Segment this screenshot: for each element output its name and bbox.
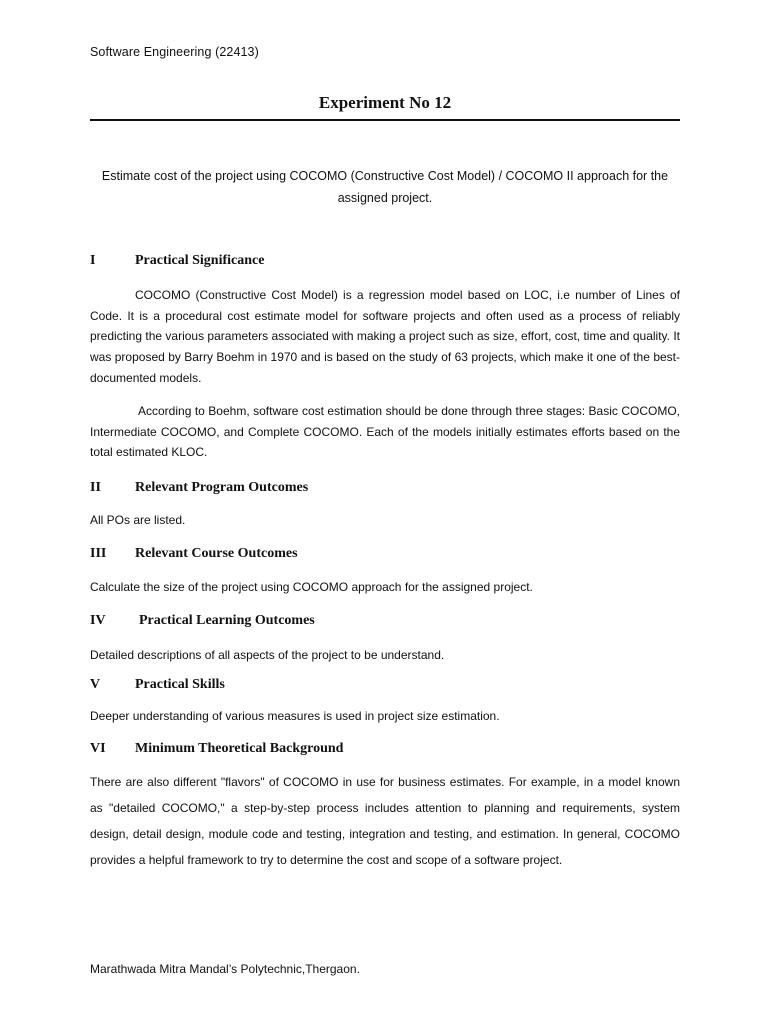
section-program-outcomes: [90, 480, 680, 500]
section-theoretical-background: [90, 741, 680, 761]
experiment-aim: Estimate cost of the project using COCOMO (Constructive Cost Model) / COCOMO II approach for the assigned project.: [101, 169, 669, 205]
paragraph: Detailed descriptions of all aspects of the project to be understand.: [90, 648, 445, 662]
section-heading: [90, 546, 680, 566]
section-practical-significance: [90, 253, 680, 273]
paragraph: Calculate the size of the project using COCOMO approach for the assigned project.: [90, 580, 533, 594]
section-number: IV: [90, 613, 106, 628]
page-footer: Marathwada Mitra Mandal’s Polytechnic,Thergaon.: [90, 962, 360, 976]
paragraph: Deeper understanding of various measures is used in project size estimation.: [90, 709, 500, 723]
section-heading: [90, 253, 680, 273]
section-title: Practical Significance: [135, 253, 265, 268]
section-learning-outcomes: [90, 613, 680, 633]
section-heading: [90, 677, 680, 697]
page-header: Software Engineering (22413): [90, 45, 259, 59]
paragraph: COCOMO (Constructive Cost Model) is a regression model based on LOC, i.e number of Lines of Code. It is a procedural cost estimate model for software projects and often used as a process of reliably predicting the various parameters associated with making a project such as size, effort, cost, time and quality. It was proposed by Barry Boehm in 1970 and is based on the study of 63 projects, which make it one of the best-documented models.: [90, 288, 680, 385]
section-number: VI: [90, 741, 106, 756]
paragraph: According to Boehm, software cost estimation should be done through three stages: Basic COCOMO, Intermediate COCOMO, and Complete COCOMO. Each of the models initially estimates efforts based on the total estimated KLOC.: [90, 404, 680, 460]
section-number: II: [90, 480, 101, 495]
section-title: Minimum Theoretical Background: [135, 741, 344, 756]
section-heading: [90, 613, 680, 633]
paragraph: There are also different "flavors" of COCOMO in use for business estimates. For example, in a model known as "detailed COCOMO," a step-by-step process includes attention to planning and requirements, system design, detail design, module code and testing, integration and testing, and estimation. In general, COCOMO provides a helpful framework to try to determine the cost and scope of a software project.: [90, 775, 680, 867]
section-heading: [90, 741, 680, 761]
section-title: Relevant Program Outcomes: [135, 480, 309, 495]
section-number: V: [90, 677, 101, 692]
section-number: I: [90, 253, 96, 268]
section-title: Practical Learning Outcomes: [139, 613, 315, 628]
section-number: III: [90, 546, 107, 561]
section-practical-skills: [90, 677, 680, 697]
title-underline: [90, 119, 680, 121]
section-title: Relevant Course Outcomes: [135, 546, 298, 561]
section-course-outcomes: [90, 546, 680, 566]
experiment-title: Experiment No 12: [318, 93, 452, 112]
paragraph: All POs are listed.: [90, 513, 186, 527]
section-heading: [90, 480, 680, 500]
section-title: Practical Skills: [135, 677, 225, 692]
